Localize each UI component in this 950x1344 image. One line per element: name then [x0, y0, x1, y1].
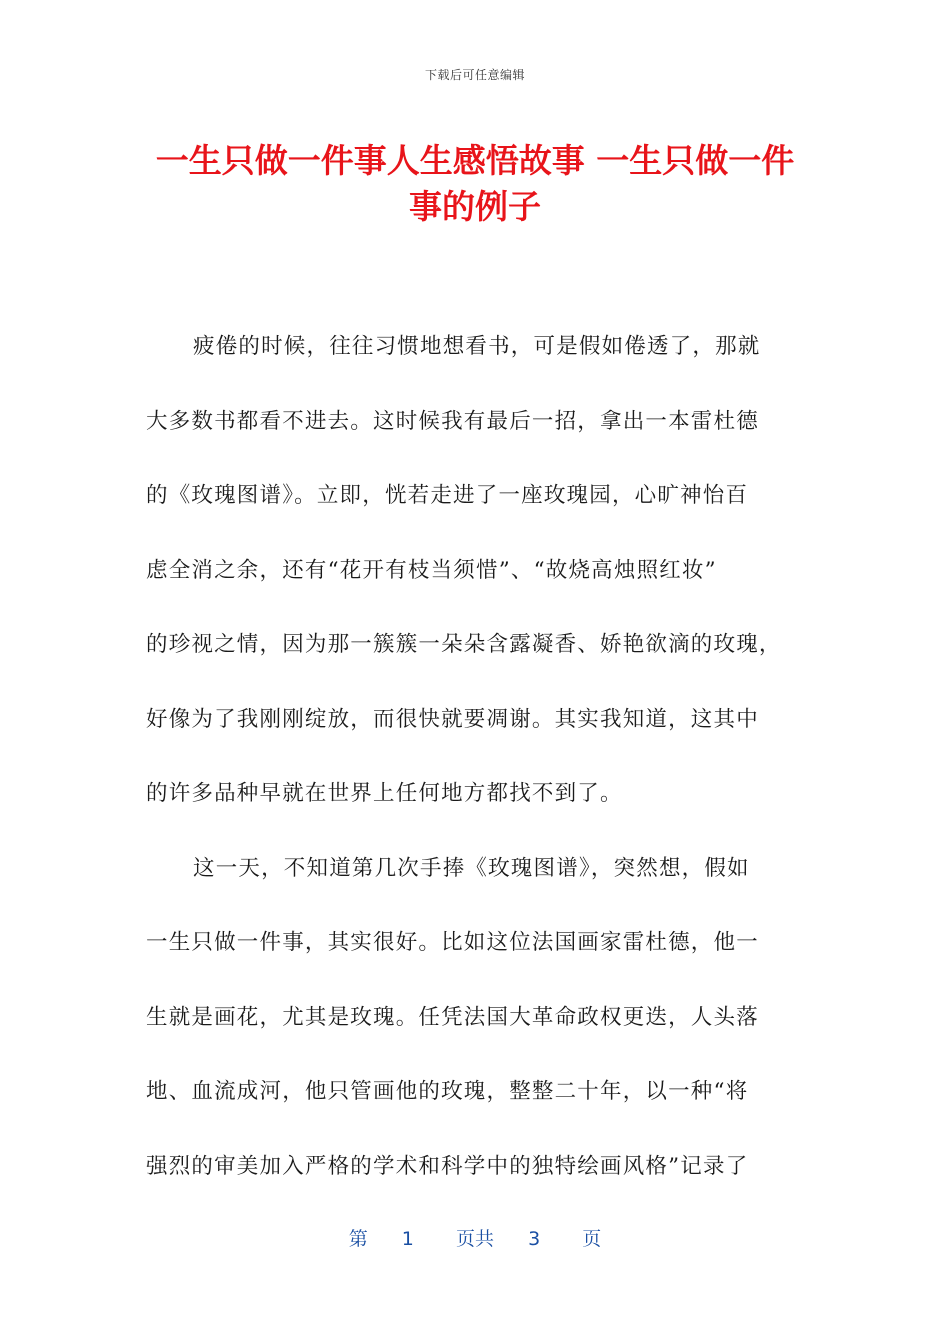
paragraph-line: 地、血流成河，他只管画他的玫瑰，整整二十年，以一种“将 — [146, 1079, 749, 1104]
paragraph-line: 的《玫瑰图谱》。立即，恍若走进了一座玫瑰园，心旷神怡百 — [146, 483, 749, 508]
title-line-1: 一生只做一件事人生感悟故事 一生只做一件 — [155, 141, 795, 180]
paragraph-line: 的许多品种早就在世界上任何地方都找不到了。 — [146, 781, 623, 806]
footer-total-pages: 3 — [528, 1228, 541, 1250]
footer-suffix: 页 — [582, 1228, 602, 1250]
paragraph-line: 这一天，不知道第几次手捧《玫瑰图谱》，突然想，假如 — [193, 855, 750, 881]
paragraph-line: 强烈的审美加入严格的学术和科学中的独特绘画风格”记录了 — [146, 1153, 749, 1179]
page-footer — [0, 1224, 950, 1251]
paragraph-line: 大多数书都看不进去。这时候我有最后一招，拿出一本雷杜德 — [146, 408, 759, 434]
paragraph-line: 生就是画花，尤其是玫瑰。任凭法国大革命政权更迭，人头落 — [146, 1004, 759, 1030]
body-text — [146, 310, 806, 1204]
paragraph-line: 一生只做一件事，其实很好。比如这位法国画家雷杜德，他一 — [146, 930, 759, 955]
paragraph-line: 疲倦的时候，往往习惯地想看书，可是假如倦透了，那就 — [193, 334, 761, 359]
paragraph-line: 的珍视之情，因为那一簇簇一朵朵含露凝香、娇艳欲滴的玫瑰， — [146, 632, 782, 657]
paragraph-line: 虑全消之余，还有“花开有枝当须惜”、“故烧高烛照红妆” — [146, 557, 717, 583]
footer-current-page: 1 — [401, 1228, 414, 1250]
title-line-2: 事的例子 — [409, 187, 541, 226]
header-note: 下载后可任意编辑 — [424, 68, 525, 82]
document-title — [120, 138, 830, 230]
footer-middle: 页共 — [455, 1228, 494, 1250]
footer-prefix: 第 — [348, 1228, 368, 1250]
paragraph-line: 好像为了我刚刚绽放，而很快就要凋谢。其实我知道，这其中 — [146, 706, 759, 732]
